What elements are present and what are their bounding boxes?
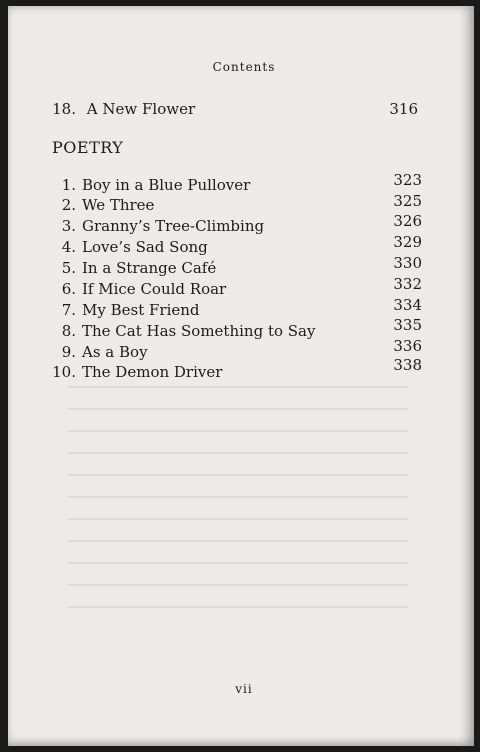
entry-page: 325	[393, 192, 422, 210]
entry-title: The Cat Has Something to Say	[82, 322, 316, 340]
entry-page: 323	[393, 171, 422, 189]
toc-entry-poem	[52, 322, 315, 340]
toc-entry-poem	[52, 280, 226, 298]
entry-page: 336	[393, 337, 422, 355]
entry-title: My Best Friend	[82, 301, 200, 319]
entry-number: 3.	[61, 217, 76, 235]
running-head: Contents	[212, 60, 276, 74]
entry-title: In a Strange Café	[82, 259, 217, 277]
entry-number: 8.	[61, 322, 76, 340]
toc-entry-poem	[52, 196, 154, 214]
entry-title: We Three	[82, 196, 155, 214]
entry-page: 338	[393, 356, 422, 374]
entry-number: 10.	[52, 363, 76, 381]
entry-number: 2.	[61, 196, 76, 214]
entry-number: 5.	[61, 259, 76, 277]
entry-page: 335	[393, 316, 422, 334]
toc-entry-prose	[52, 100, 195, 118]
entry-title: Boy in a Blue Pullover	[82, 176, 251, 194]
entry-title: Granny’s Tree-Climbing	[82, 217, 265, 235]
entry-page: 332	[393, 275, 422, 293]
entry-number: 4.	[61, 238, 76, 256]
toc-entry-poem	[52, 363, 222, 381]
toc-entry-poem	[52, 238, 208, 256]
entry-number: 9.	[61, 343, 76, 361]
entry-page: 334	[393, 296, 422, 314]
entry-title: The Demon Driver	[82, 363, 223, 381]
entry-number: 6.	[61, 280, 76, 298]
entry-page: 316	[389, 100, 418, 118]
book-page	[8, 6, 474, 746]
toc-entry-poem	[52, 217, 264, 235]
toc-entry-poem	[52, 343, 148, 361]
entry-page: 329	[393, 233, 422, 251]
entry-page: 330	[393, 254, 422, 272]
entry-number: 1.	[61, 176, 76, 194]
entry-number: 7.	[61, 301, 76, 319]
toc-entry-poem	[52, 259, 216, 277]
entry-title: As a Boy	[82, 343, 148, 361]
entry-title: A New Flower	[86, 100, 196, 118]
toc-entry-poem	[52, 301, 200, 319]
toc-entry-poem	[52, 176, 250, 194]
entry-page: 326	[393, 212, 422, 230]
entry-title: Love’s Sad Song	[82, 238, 208, 256]
entry-number: 18.	[52, 100, 76, 118]
page-folio: vii	[235, 682, 253, 696]
section-title: POETRY	[52, 138, 124, 157]
entry-title: If Mice Could Roar	[82, 280, 227, 298]
show-through-texture	[68, 386, 408, 616]
